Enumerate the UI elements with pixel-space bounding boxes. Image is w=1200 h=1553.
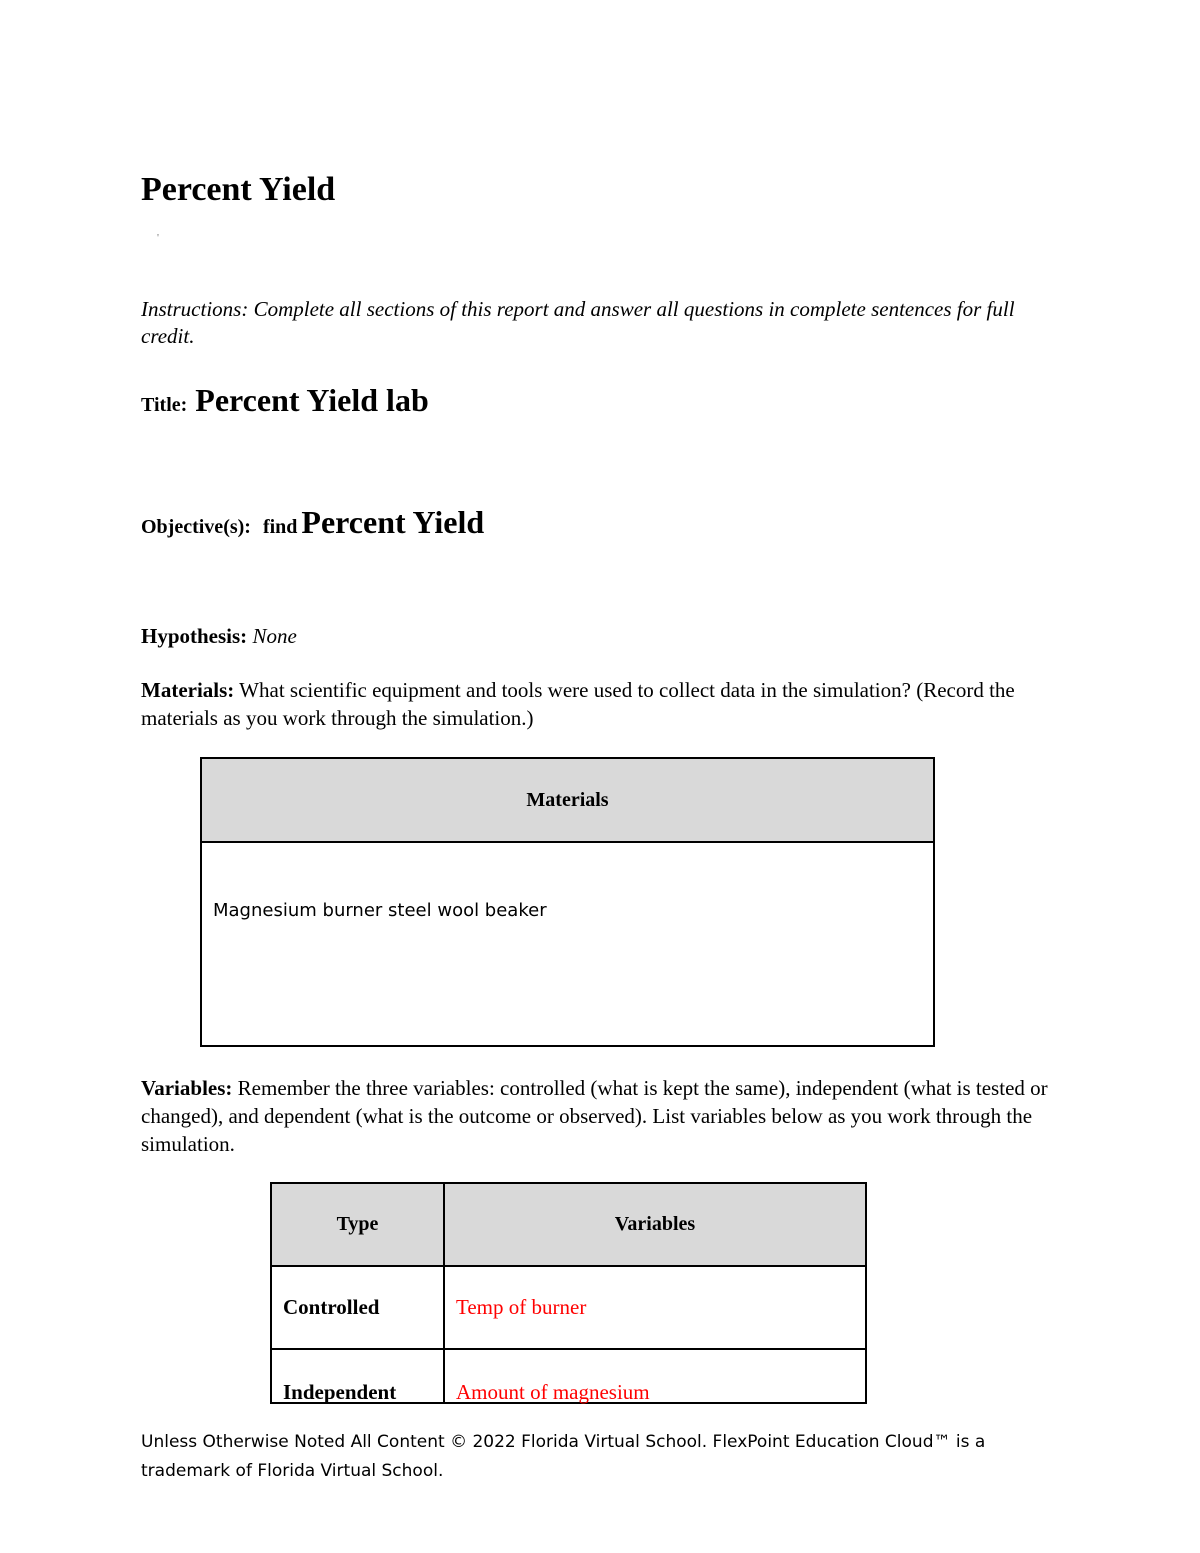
materials-header-row	[201, 758, 934, 842]
instructions-text: Instructions: Complete all sections of this report and answer all questions in complete sentences for full credit.	[141, 297, 1015, 348]
variable-value-cell[interactable]: Temp of burner	[444, 1266, 866, 1349]
title-value: Percent Yield lab	[195, 382, 429, 418]
page-footer: Unless Otherwise Noted All Content © 2022 Florida Virtual School. FlexPoint Education Cloud™ is a trademark of Florida Virtual School.	[141, 1432, 986, 1481]
objective-field	[141, 500, 484, 551]
table-row	[271, 1266, 866, 1349]
hypothesis-field	[141, 622, 297, 650]
materials-label: Materials:	[141, 678, 235, 702]
variables-header-cell: Variables	[444, 1183, 866, 1266]
materials-content-row	[201, 842, 934, 1046]
objective-value: Percent Yield	[301, 504, 485, 540]
variables-table	[270, 1182, 867, 1404]
objective-prefix: find	[262, 516, 298, 538]
hypothesis-value: None	[252, 624, 297, 648]
title-label: Title:	[141, 394, 188, 416]
materials-description: What scientific equipment and tools were used to collect data in the simulation? (Record the materials as you work through the simulation.)	[141, 678, 1015, 730]
hypothesis-label: Hypothesis:	[141, 624, 248, 648]
variable-value-cell[interactable]: Amount of magnesium	[444, 1349, 866, 1403]
materials-content-cell[interactable]	[201, 842, 934, 1046]
table-row	[271, 1349, 866, 1403]
page-title: Percent Yield	[141, 171, 336, 208]
variables-label: Variables:	[141, 1076, 233, 1100]
stray-mark: '	[157, 232, 159, 244]
variable-type-cell: Independent	[271, 1349, 444, 1403]
materials-header-cell: Materials	[201, 758, 934, 842]
title-field	[141, 378, 429, 429]
materials-table	[200, 757, 935, 1047]
variable-type-cell: Controlled	[271, 1266, 444, 1349]
variables-section	[141, 1074, 1071, 1158]
type-header-cell: Type	[271, 1183, 444, 1266]
variables-header-row	[271, 1183, 866, 1266]
materials-section	[141, 676, 1071, 732]
objective-label: Objective(s):	[141, 516, 251, 538]
materials-content-text: Magnesium burner steel wool beaker	[213, 900, 547, 921]
variables-description: Remember the three variables: controlled (what is kept the same), independent (what is tested or changed), and dependent (what is the outcome or observed). List variables below as you work through the simulation.	[141, 1076, 1048, 1156]
